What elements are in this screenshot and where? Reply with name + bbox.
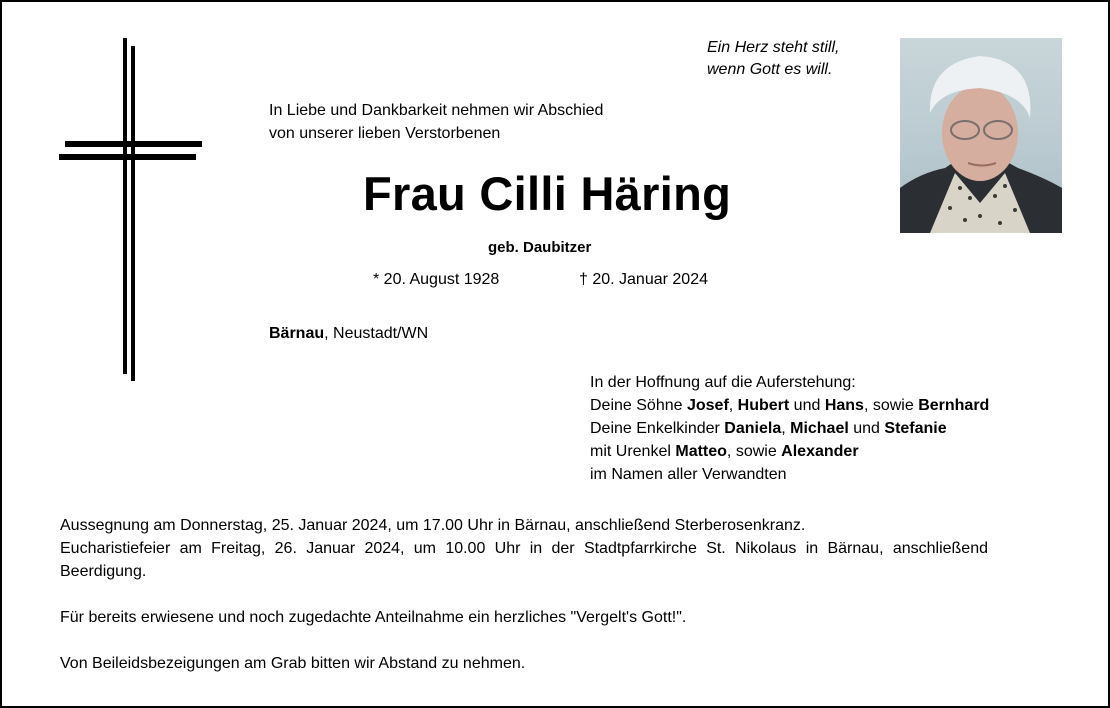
family-member-name: Alexander	[781, 443, 859, 460]
family-member-name: Matteo	[675, 443, 727, 460]
intro-line-2: von unserer lieben Verstorbenen	[269, 125, 501, 142]
family-member-name: Hans	[824, 397, 864, 414]
family-member-name: Daniela	[724, 420, 782, 437]
intro-text	[269, 99, 603, 145]
intro-line-1: In Liebe und Dankbarkeit nehmen wir Abschied	[269, 102, 604, 119]
family-line-4	[590, 440, 989, 463]
family-member-name: Josef	[686, 397, 729, 414]
cross-icon	[58, 38, 203, 383]
family-text: Deine Söhne	[590, 397, 687, 414]
family-text: , sowie	[863, 397, 919, 414]
family-line-5: im Namen aller Verwandten	[590, 466, 787, 483]
family-member-name: Hubert	[737, 397, 790, 414]
family-line-3	[590, 417, 989, 440]
residence	[269, 325, 428, 343]
family-text: und	[848, 420, 885, 437]
service-notice-2: Eucharistiefeier am Freitag, 26. Januar 2024, um 10.00 Uhr in der Stadtpfarrkirche St. Nikolaus in Bärnau, anschließend Beerdigung.	[60, 540, 988, 580]
motto-quote	[707, 37, 839, 81]
family-text: mit Urenkel	[590, 443, 676, 460]
family-text: und	[789, 397, 825, 414]
motto-line-1: Ein Herz steht still,	[707, 39, 840, 56]
portrait-photo	[900, 38, 1062, 233]
deceased-name: Frau Cilli Häring	[363, 167, 732, 220]
residence-town: Bärnau	[269, 325, 325, 342]
residence-district: , Neustadt/WN	[324, 325, 429, 342]
family-mourners	[590, 371, 989, 486]
family-member-name: Stefanie	[884, 420, 947, 437]
death-date: † 20. Januar 2024	[579, 271, 708, 288]
condolence-request: Von Beileidsbezeigungen am Grab bitten wir Abstand zu nehmen.	[60, 655, 526, 672]
family-text: Deine Enkelkinder	[590, 420, 725, 437]
funeral-notices	[60, 514, 988, 675]
family-text: ,	[728, 397, 738, 414]
family-text: ,	[781, 420, 791, 437]
family-text: , sowie	[726, 443, 782, 460]
family-member-name: Michael	[790, 420, 849, 437]
family-member-name: Bernhard	[918, 397, 990, 414]
birth-date: * 20. August 1928	[373, 271, 500, 288]
family-line-2	[590, 394, 989, 417]
service-notice-1: Aussegnung am Donnerstag, 25. Januar 2024, um 17.00 Uhr in Bärnau, anschließend Sterberosenkranz.	[60, 517, 806, 534]
maiden-name: geb. Daubitzer	[488, 239, 592, 256]
family-line-1: In der Hoffnung auf die Auferstehung:	[590, 374, 856, 391]
thanks-notice: Für bereits erwiesene und noch zugedachte Anteilnahme ein herzliches "Vergelt's Gott!".	[60, 609, 687, 626]
motto-line-2: wenn Gott es will.	[707, 61, 833, 78]
